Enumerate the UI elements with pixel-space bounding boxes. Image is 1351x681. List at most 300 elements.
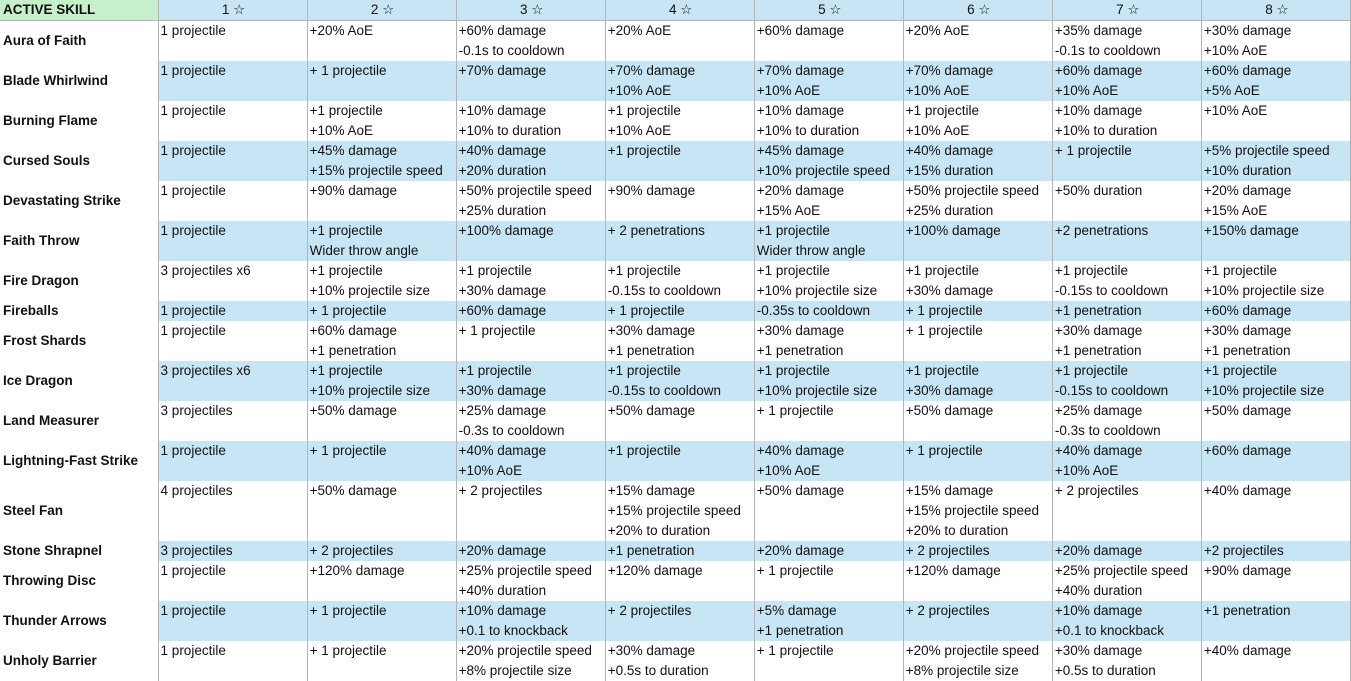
tier-1-cell[interactable] <box>158 601 307 641</box>
tier-4-cell[interactable] <box>605 601 754 641</box>
tier-7-cell[interactable] <box>1052 641 1201 681</box>
tier-7-cell[interactable] <box>1052 401 1201 441</box>
tier-3-cell[interactable] <box>456 641 605 681</box>
table-row <box>0 601 1351 641</box>
upgrade-line: 1 projectile <box>160 103 226 118</box>
upgrade-line: +30% damage <box>1203 323 1292 338</box>
skill-name-cell[interactable]: Cursed Souls <box>0 141 158 181</box>
table-row <box>0 101 1351 141</box>
upgrade-line: Wider throw angle <box>309 243 419 258</box>
upgrade-line: +30% damage <box>458 283 547 298</box>
upgrade-line: 4 projectiles <box>160 483 233 498</box>
upgrade-line: +10% AoE <box>1054 463 1119 478</box>
upgrade-line: +10% projectile size <box>1203 283 1325 298</box>
upgrade-line: +30% damage <box>1054 323 1143 338</box>
tier-6-cell[interactable] <box>903 181 1052 221</box>
tier-6-cell[interactable] <box>903 541 1052 561</box>
skill-name-cell[interactable]: Aura of Faith <box>0 21 158 62</box>
upgrade-line: +10% damage <box>756 103 845 118</box>
tier-1-cell[interactable] <box>158 441 307 481</box>
tier-4-cell[interactable] <box>605 641 754 681</box>
upgrade-line: + 1 projectile <box>458 323 536 338</box>
upgrade-line: +120% damage <box>607 563 703 578</box>
upgrade-line: +70% damage <box>458 63 547 78</box>
tier-1-cell[interactable] <box>158 401 307 441</box>
tier-3-cell[interactable] <box>456 261 605 301</box>
upgrade-line: +50% duration <box>1054 183 1143 198</box>
upgrade-line: -0.1s to cooldown <box>458 43 565 58</box>
tier-5-cell[interactable] <box>754 561 903 601</box>
tier-4-cell[interactable] <box>605 261 754 301</box>
upgrade-line: +40% duration <box>1054 583 1143 598</box>
tier-2-cell[interactable] <box>307 141 456 181</box>
table-row <box>0 301 1351 321</box>
upgrade-line: +40% damage <box>905 143 994 158</box>
tier-2-cell[interactable] <box>307 481 456 541</box>
table-row <box>0 181 1351 221</box>
upgrade-line: +20% AoE <box>905 23 970 38</box>
tier-header-7[interactable]: 7 ☆ <box>1052 0 1201 21</box>
upgrade-line: +50% damage <box>309 483 398 498</box>
upgrade-line: +1 penetration <box>1054 343 1142 358</box>
tier-2-cell[interactable] <box>307 221 456 261</box>
tier-7-cell[interactable] <box>1052 221 1201 261</box>
upgrade-line: +5% AoE <box>1203 83 1260 98</box>
upgrade-line: + 1 projectile <box>309 443 387 458</box>
upgrade-line: -0.15s to cooldown <box>607 383 722 398</box>
tier-3-cell[interactable] <box>456 61 605 101</box>
tier-4-cell[interactable] <box>605 221 754 261</box>
tier-5-cell[interactable] <box>754 261 903 301</box>
upgrade-line: + 2 projectiles <box>309 543 394 558</box>
tier-1-cell[interactable] <box>158 641 307 681</box>
skill-name-cell[interactable]: Unholy Barrier <box>0 641 158 681</box>
tier-6-cell[interactable] <box>903 141 1052 181</box>
upgrade-line: +50% damage <box>756 483 845 498</box>
upgrade-line: +1 projectile <box>309 103 383 118</box>
skill-name-cell[interactable]: Faith Throw <box>0 221 158 261</box>
tier-4-cell[interactable] <box>605 561 754 601</box>
skill-name-cell[interactable]: Fireballs <box>0 301 158 321</box>
tier-2-cell[interactable] <box>307 321 456 361</box>
upgrade-line: +10% duration <box>1203 163 1292 178</box>
upgrade-line: +50% damage <box>607 403 696 418</box>
upgrade-line: +1 projectile <box>607 103 681 118</box>
skill-name-cell[interactable]: Stone Shrapnel <box>0 541 158 561</box>
upgrade-line: -0.3s to cooldown <box>1054 423 1161 438</box>
tier-2-cell[interactable] <box>307 301 456 321</box>
upgrade-line: +10% damage <box>458 603 547 618</box>
tier-4-cell[interactable] <box>605 441 754 481</box>
tier-1-cell[interactable] <box>158 361 307 401</box>
skill-name-cell[interactable]: Blade Whirlwind <box>0 61 158 101</box>
skill-name-cell[interactable]: Throwing Disc <box>0 561 158 601</box>
upgrade-line: +10% AoE <box>756 83 821 98</box>
upgrade-line: +45% damage <box>756 143 845 158</box>
tier-4-cell[interactable] <box>605 21 754 62</box>
skill-name-cell[interactable]: Burning Flame <box>0 101 158 141</box>
tier-header-1[interactable]: 1 ☆ <box>158 0 307 21</box>
tier-4-cell[interactable] <box>605 541 754 561</box>
tier-7-cell[interactable] <box>1052 181 1201 221</box>
tier-5-cell[interactable] <box>754 221 903 261</box>
upgrade-line: 3 projectiles x6 <box>160 363 251 378</box>
upgrade-line: +35% damage <box>1054 23 1143 38</box>
tier-1-cell[interactable] <box>158 101 307 141</box>
upgrade-line: +10% AoE <box>905 123 970 138</box>
upgrade-line: +20% to duration <box>905 523 1009 538</box>
tier-7-cell[interactable] <box>1052 601 1201 641</box>
upgrade-line: +1 penetration <box>1203 343 1291 358</box>
tier-header-6[interactable]: 6 ☆ <box>903 0 1052 21</box>
upgrade-line: 3 projectiles <box>160 403 233 418</box>
upgrade-line: +30% damage <box>905 383 994 398</box>
tier-2-cell[interactable] <box>307 181 456 221</box>
tier-3-cell[interactable] <box>456 541 605 561</box>
skill-name-cell[interactable]: Steel Fan <box>0 481 158 541</box>
tier-8-cell[interactable] <box>1201 301 1350 321</box>
table-row <box>0 361 1351 401</box>
upgrade-line: + 2 projectiles <box>905 603 990 618</box>
table-row <box>0 21 1351 62</box>
tier-2-cell[interactable] <box>307 361 456 401</box>
tier-7-cell[interactable] <box>1052 321 1201 361</box>
tier-7-cell[interactable] <box>1052 101 1201 141</box>
tier-6-cell[interactable] <box>903 481 1052 541</box>
tier-2-cell[interactable] <box>307 61 456 101</box>
tier-7-cell[interactable] <box>1052 541 1201 561</box>
upgrade-line: +1 projectile <box>1203 363 1278 378</box>
tier-6-cell[interactable] <box>903 361 1052 401</box>
tier-3-cell[interactable] <box>456 441 605 481</box>
tier-2-cell[interactable] <box>307 441 456 481</box>
upgrade-line: +10% to duration <box>1054 123 1158 138</box>
tier-6-cell[interactable] <box>903 561 1052 601</box>
upgrade-line: +25% damage <box>458 403 547 418</box>
tier-5-cell[interactable] <box>754 641 903 681</box>
upgrade-line: +1 projectile <box>756 263 830 278</box>
upgrade-line: +40% damage <box>1203 643 1292 658</box>
tier-header-2[interactable]: 2 ☆ <box>307 0 456 21</box>
upgrade-line: +40% damage <box>756 443 845 458</box>
tier-8-cell[interactable] <box>1201 61 1350 101</box>
tier-8-cell[interactable] <box>1201 441 1350 481</box>
tier-1-cell[interactable] <box>158 561 307 601</box>
tier-7-cell[interactable] <box>1052 301 1201 321</box>
table-row <box>0 481 1351 541</box>
tier-2-cell[interactable] <box>307 261 456 301</box>
upgrade-line: -0.35s to cooldown <box>756 303 871 318</box>
upgrade-line: 1 projectile <box>160 143 226 158</box>
upgrade-line: +10% projectile size <box>309 283 431 298</box>
tier-3-cell[interactable] <box>456 601 605 641</box>
tier-5-cell[interactable] <box>754 181 903 221</box>
table-row <box>0 61 1351 101</box>
table-row <box>0 321 1351 361</box>
upgrade-line: +10% AoE <box>458 463 523 478</box>
tier-5-cell[interactable] <box>754 401 903 441</box>
upgrade-line: + 1 projectile <box>756 563 834 578</box>
upgrade-line: +30% damage <box>607 643 696 658</box>
tier-1-cell[interactable] <box>158 321 307 361</box>
tier-6-cell[interactable] <box>903 101 1052 141</box>
tier-3-cell[interactable] <box>456 181 605 221</box>
upgrade-line: +10% damage <box>1054 103 1143 118</box>
upgrade-line: +0.1 to knockback <box>458 623 568 638</box>
upgrade-line: -0.15s to cooldown <box>1054 283 1169 298</box>
table-row <box>0 561 1351 601</box>
upgrade-line: +10% AoE <box>1054 83 1119 98</box>
tier-3-cell[interactable] <box>456 561 605 601</box>
upgrade-line: + 2 projectiles <box>458 483 543 498</box>
tier-3-cell[interactable] <box>456 301 605 321</box>
tier-4-cell[interactable] <box>605 361 754 401</box>
tier-8-cell[interactable] <box>1201 221 1350 261</box>
active-skill-header[interactable]: ACTIVE SKILL <box>0 0 158 21</box>
tier-7-cell[interactable] <box>1052 561 1201 601</box>
upgrade-line: +1 penetration <box>1203 603 1291 618</box>
upgrade-line: +25% projectile speed <box>458 563 592 578</box>
tier-5-cell[interactable] <box>754 101 903 141</box>
tier-6-cell[interactable] <box>903 401 1052 441</box>
upgrade-line: +15% duration <box>905 163 994 178</box>
tier-1-cell[interactable] <box>158 181 307 221</box>
skill-name-cell[interactable]: Devastating Strike <box>0 181 158 221</box>
upgrade-line: +1 projectile <box>309 263 383 278</box>
tier-8-cell[interactable] <box>1201 141 1350 181</box>
upgrade-line: +15% damage <box>607 483 696 498</box>
upgrade-line: +10% projectile speed <box>756 163 890 178</box>
tier-6-cell[interactable] <box>903 321 1052 361</box>
skill-name-cell[interactable]: Fire Dragon <box>0 261 158 301</box>
upgrade-line: 3 projectiles <box>160 543 233 558</box>
upgrade-line: +10% AoE <box>1203 103 1268 118</box>
upgrade-line: 1 projectile <box>160 223 226 238</box>
tier-6-cell[interactable] <box>903 21 1052 62</box>
tier-3-cell[interactable] <box>456 221 605 261</box>
upgrade-line: + 2 projectiles <box>1054 483 1139 498</box>
tier-8-cell[interactable] <box>1201 641 1350 681</box>
tier-2-cell[interactable] <box>307 641 456 681</box>
tier-6-cell[interactable] <box>903 641 1052 681</box>
upgrade-line: +5% damage <box>756 603 837 618</box>
tier-6-cell[interactable] <box>903 221 1052 261</box>
upgrade-line: +10% AoE <box>1203 43 1268 58</box>
tier-4-cell[interactable] <box>605 181 754 221</box>
tier-4-cell[interactable] <box>605 61 754 101</box>
tier-8-cell[interactable] <box>1201 181 1350 221</box>
tier-2-cell[interactable] <box>307 561 456 601</box>
tier-5-cell[interactable] <box>754 321 903 361</box>
table-row <box>0 401 1351 441</box>
tier-4-cell[interactable] <box>605 401 754 441</box>
tier-header-5[interactable]: 5 ☆ <box>754 0 903 21</box>
tier-1-cell[interactable] <box>158 221 307 261</box>
upgrade-line: +1 projectile <box>1054 363 1128 378</box>
upgrade-line: +1 projectile <box>1054 263 1128 278</box>
upgrade-line: +0.5s to duration <box>607 663 709 678</box>
tier-4-cell[interactable] <box>605 481 754 541</box>
upgrade-line: +1 projectile <box>756 363 830 378</box>
upgrade-line: +20% projectile speed <box>905 643 1039 658</box>
tier-8-cell[interactable] <box>1201 401 1350 441</box>
tier-5-cell[interactable] <box>754 61 903 101</box>
upgrade-line: +30% damage <box>756 323 845 338</box>
skill-name-cell[interactable]: Land Measurer <box>0 401 158 441</box>
tier-2-cell[interactable] <box>307 101 456 141</box>
upgrade-line: +1 projectile <box>309 363 383 378</box>
upgrade-line: + 1 projectile <box>905 443 983 458</box>
tier-8-cell[interactable] <box>1201 21 1350 62</box>
upgrade-line: +10% to duration <box>756 123 860 138</box>
upgrade-line: +20% AoE <box>309 23 374 38</box>
tier-6-cell[interactable] <box>903 301 1052 321</box>
tier-6-cell[interactable] <box>903 261 1052 301</box>
tier-4-cell[interactable] <box>605 321 754 361</box>
tier-6-cell[interactable] <box>903 61 1052 101</box>
upgrade-line: +20% duration <box>458 163 547 178</box>
tier-7-cell[interactable] <box>1052 141 1201 181</box>
upgrade-line: +1 projectile <box>458 263 532 278</box>
tier-3-cell[interactable] <box>456 481 605 541</box>
skill-name-cell[interactable]: Frost Shards <box>0 321 158 361</box>
upgrade-line: +60% damage <box>756 23 845 38</box>
tier-5-cell[interactable] <box>754 601 903 641</box>
upgrade-line: +1 projectile <box>905 103 979 118</box>
upgrade-line: +50% projectile speed <box>458 183 592 198</box>
upgrade-line: +20% damage <box>756 543 845 558</box>
tier-8-cell[interactable] <box>1201 601 1350 641</box>
upgrade-line: +5% projectile speed <box>1203 143 1330 158</box>
tier-3-cell[interactable] <box>456 141 605 181</box>
upgrade-line: +100% damage <box>905 223 1001 238</box>
tier-3-cell[interactable] <box>456 101 605 141</box>
tier-5-cell[interactable] <box>754 441 903 481</box>
tier-5-cell[interactable] <box>754 481 903 541</box>
tier-5-cell[interactable] <box>754 21 903 62</box>
tier-2-cell[interactable] <box>307 541 456 561</box>
tier-8-cell[interactable] <box>1201 321 1350 361</box>
upgrade-line: +20% to duration <box>607 523 711 538</box>
upgrade-line: 1 projectile <box>160 183 226 198</box>
tier-8-cell[interactable] <box>1201 541 1350 561</box>
table-row <box>0 221 1351 261</box>
tier-2-cell[interactable] <box>307 601 456 641</box>
upgrade-line: 1 projectile <box>160 63 226 78</box>
tier-6-cell[interactable] <box>903 601 1052 641</box>
upgrade-line: +8% projectile size <box>905 663 1019 678</box>
tier-7-cell[interactable] <box>1052 441 1201 481</box>
tier-7-cell[interactable] <box>1052 61 1201 101</box>
table-row <box>0 141 1351 181</box>
upgrade-line: + 2 penetrations <box>607 223 705 238</box>
tier-1-cell[interactable] <box>158 301 307 321</box>
upgrade-line: + 1 projectile <box>309 603 387 618</box>
upgrade-line: +1 projectile <box>458 363 532 378</box>
tier-6-cell[interactable] <box>903 441 1052 481</box>
upgrade-line: +1 penetration <box>607 543 695 558</box>
tier-3-cell[interactable] <box>456 321 605 361</box>
tier-3-cell[interactable] <box>456 361 605 401</box>
tier-1-cell[interactable] <box>158 541 307 561</box>
upgrade-line: +25% duration <box>458 203 547 218</box>
tier-header-4[interactable]: 4 ☆ <box>605 0 754 21</box>
tier-4-cell[interactable] <box>605 301 754 321</box>
tier-5-cell[interactable] <box>754 361 903 401</box>
upgrade-line: +20% AoE <box>607 23 672 38</box>
table-row <box>0 441 1351 481</box>
tier-8-cell[interactable] <box>1201 261 1350 301</box>
skill-name-cell[interactable]: Thunder Arrows <box>0 601 158 641</box>
tier-8-cell[interactable] <box>1201 561 1350 601</box>
upgrade-line: +50% damage <box>1203 403 1292 418</box>
tier-8-cell[interactable] <box>1201 101 1350 141</box>
tier-7-cell[interactable] <box>1052 481 1201 541</box>
upgrade-line: +20% projectile speed <box>458 643 592 658</box>
tier-1-cell[interactable] <box>158 61 307 101</box>
tier-4-cell[interactable] <box>605 141 754 181</box>
upgrade-line: +2 penetrations <box>1054 223 1149 238</box>
tier-3-cell[interactable] <box>456 401 605 441</box>
upgrade-line: +1 projectile <box>905 363 979 378</box>
tier-7-cell[interactable] <box>1052 21 1201 62</box>
tier-2-cell[interactable] <box>307 401 456 441</box>
upgrade-line: +1 penetration <box>309 343 397 358</box>
tier-5-cell[interactable] <box>754 301 903 321</box>
upgrade-line: +50% damage <box>309 403 398 418</box>
upgrade-line: +90% damage <box>607 183 696 198</box>
tier-5-cell[interactable] <box>754 541 903 561</box>
upgrade-line: +0.5s to duration <box>1054 663 1156 678</box>
tier-7-cell[interactable] <box>1052 261 1201 301</box>
table-row <box>0 641 1351 681</box>
tier-4-cell[interactable] <box>605 101 754 141</box>
upgrade-line: +15% projectile speed <box>607 503 741 518</box>
tier-3-cell[interactable] <box>456 21 605 62</box>
tier-7-cell[interactable] <box>1052 361 1201 401</box>
tier-2-cell[interactable] <box>307 21 456 62</box>
upgrade-line: -0.15s to cooldown <box>607 283 722 298</box>
upgrade-line: + 1 projectile <box>309 303 387 318</box>
tier-1-cell[interactable] <box>158 141 307 181</box>
upgrade-line: +40% duration <box>458 583 547 598</box>
tier-header-3[interactable]: 3 ☆ <box>456 0 605 21</box>
upgrade-line: +40% damage <box>1054 443 1143 458</box>
upgrade-line: +30% damage <box>1054 643 1143 658</box>
upgrade-line: + 1 projectile <box>309 63 387 78</box>
tier-1-cell[interactable] <box>158 481 307 541</box>
tier-5-cell[interactable] <box>754 141 903 181</box>
upgrade-line: +100% damage <box>458 223 554 238</box>
skill-name-cell[interactable]: Ice Dragon <box>0 361 158 401</box>
upgrade-line: +30% damage <box>607 323 696 338</box>
tier-8-cell[interactable] <box>1201 481 1350 541</box>
upgrade-line: +1 penetration <box>756 623 844 638</box>
upgrade-line: +60% damage <box>1054 63 1143 78</box>
upgrade-line: +150% damage <box>1203 223 1299 238</box>
tier-8-cell[interactable] <box>1201 361 1350 401</box>
tier-1-cell[interactable] <box>158 21 307 62</box>
skill-name-cell[interactable]: Lightning-Fast Strike <box>0 441 158 481</box>
upgrade-line: +70% damage <box>756 63 845 78</box>
upgrade-line: +45% damage <box>309 143 398 158</box>
tier-header-8[interactable]: 8 ☆ <box>1201 0 1350 21</box>
upgrade-line: +15% AoE <box>1203 203 1268 218</box>
tier-1-cell[interactable] <box>158 261 307 301</box>
upgrade-line: -0.1s to cooldown <box>1054 43 1161 58</box>
upgrade-line: +10% projectile size <box>756 283 878 298</box>
upgrade-line: Wider throw angle <box>756 243 866 258</box>
